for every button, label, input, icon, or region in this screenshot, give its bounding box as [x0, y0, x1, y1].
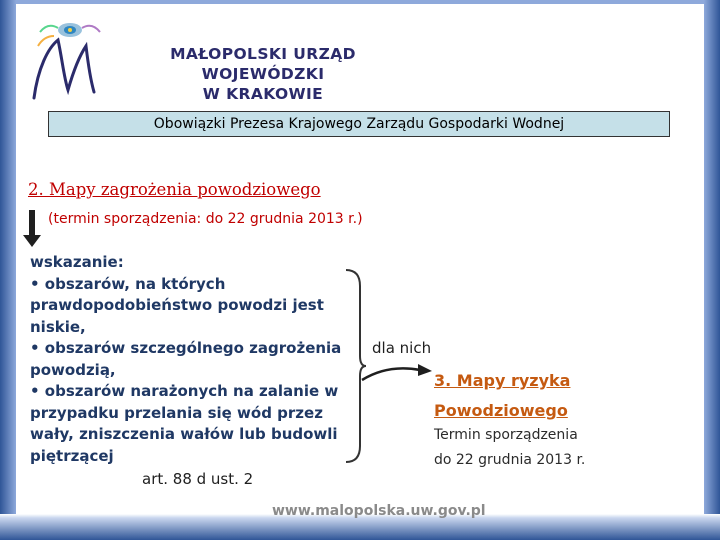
frame-left: [0, 0, 16, 540]
list-line: wskazanie:: [30, 253, 124, 271]
organization-name-line1: MAŁOPOLSKI URZĄD WOJEWÓDZKI: [170, 45, 356, 83]
list-line: powodzią,: [30, 360, 116, 379]
list-line: piętrzącej: [30, 446, 114, 465]
frame-top: [0, 0, 720, 4]
risk-title-line1: 3. Mapy ryzyka: [434, 371, 571, 390]
website-url: www.malopolska.uw.gov.pl: [272, 503, 486, 519]
list-line: • obszarów szczególnego zagrożenia: [30, 339, 342, 357]
list-line: wały, zniszczenia wałów lub budowli: [30, 425, 338, 443]
curved-arrow-icon: [358, 362, 438, 384]
list-line: przypadku przelania się wód przez: [30, 403, 323, 422]
connector-label: dla nich: [372, 339, 432, 357]
frame-right: [704, 0, 720, 540]
organization-name-line2: W KRAKOWIE: [202, 85, 324, 103]
article-reference: art. 88 d ust. 2: [142, 470, 254, 488]
risk-title-line2: Powodziowego: [434, 401, 568, 420]
list-line: • obszarów narażonych na zalanie w: [30, 382, 339, 400]
list-line: niskie,: [30, 317, 86, 336]
peacock-logo-icon: [28, 18, 110, 108]
indication-list: [30, 252, 370, 467]
section-heading: 2. Mapy zagrożenia powodziowego: [28, 180, 321, 199]
title-text: Obowiązki Prezesa Krajowego Zarządu Gospodarki Wodnej: [153, 116, 565, 132]
risk-deadline-line1: Termin sporządzenia: [434, 427, 578, 443]
title-box: [48, 111, 670, 137]
down-arrow-icon: [22, 210, 42, 248]
risk-maps-title: [434, 366, 614, 426]
organization-name: [108, 44, 418, 104]
section-deadline: (termin sporządzenia: do 22 grudnia 2013 r.): [48, 211, 363, 227]
list-line: prawdopodobieństwo powodzi jest: [30, 296, 324, 314]
risk-deadline-line2: do 22 grudnia 2013 r.: [434, 452, 586, 468]
list-line: • obszarów, na których: [30, 274, 226, 293]
risk-deadline: [434, 423, 585, 473]
